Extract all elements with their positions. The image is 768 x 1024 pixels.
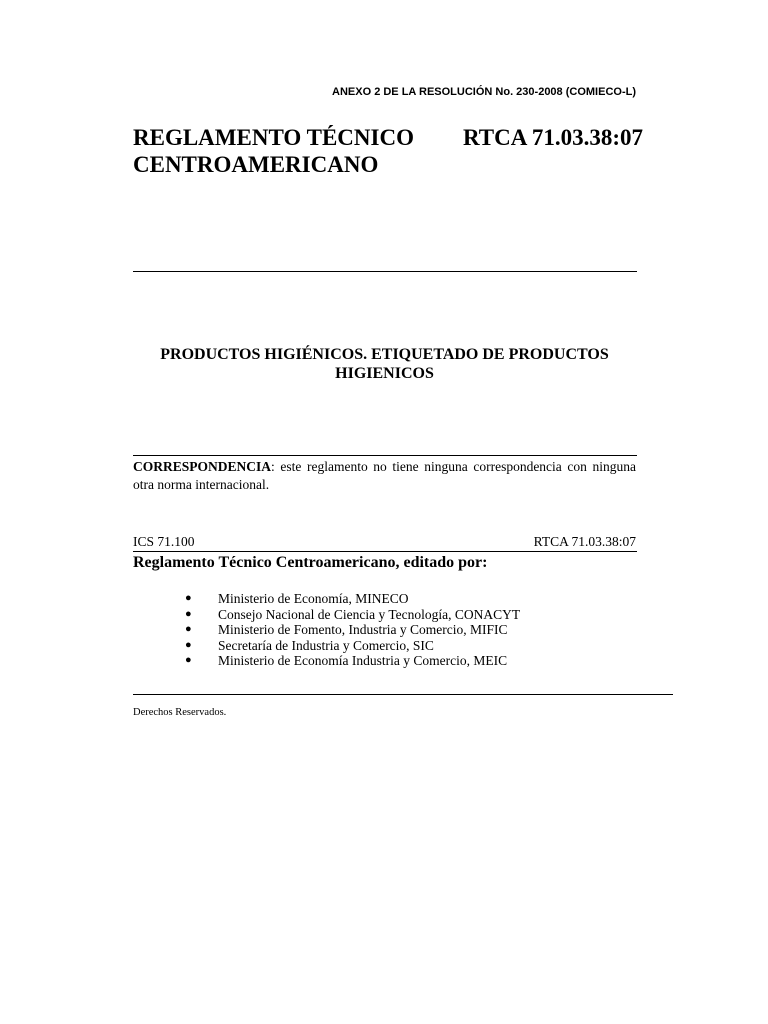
bullet-icon: ● bbox=[185, 638, 192, 651]
document-title-line-2: CENTROAMERICANO bbox=[133, 152, 379, 177]
organization-name: Ministerio de Fomento, Industria y Comercio, MIFIC bbox=[218, 622, 508, 637]
list-item bbox=[176, 653, 520, 669]
organization-list bbox=[176, 591, 520, 669]
organization-name: Consejo Nacional de Ciencia y Tecnología, CONACYT bbox=[218, 606, 521, 622]
bullet-icon: ● bbox=[185, 607, 192, 620]
rights-notice: Derechos Reservados. bbox=[133, 707, 227, 718]
classification-rule bbox=[133, 551, 637, 552]
correspondence-text: : este reglamento no tiene ninguna correspondencia con ninguna otra norma internacional. bbox=[133, 459, 636, 492]
organization-name: Ministerio de Economía Industria y Comercio, MEIC bbox=[218, 653, 508, 668]
list-item bbox=[176, 622, 520, 638]
organization-name: Ministerio de Economía, MINECO bbox=[218, 591, 409, 606]
list-item bbox=[176, 638, 520, 654]
footer-rule bbox=[133, 694, 673, 695]
list-item bbox=[176, 591, 520, 607]
ics-code: ICS 71.100 bbox=[133, 534, 195, 549]
correspondence-label: CORRESPONDENCIA bbox=[133, 459, 272, 474]
document-subject-line-2: HIGIENICOS bbox=[335, 365, 434, 382]
organization-name: Secretaría de Industria y Comercio, SIC bbox=[218, 637, 434, 653]
document-title-line-1: REGLAMENTO TÉCNICO bbox=[133, 125, 414, 150]
correspondence-note bbox=[133, 458, 636, 494]
bullet-icon: ● bbox=[185, 623, 192, 635]
document-title bbox=[133, 124, 414, 178]
bullet-icon: ● bbox=[185, 592, 192, 604]
document-subject-line-1: PRODUCTOS HIGIÉNICOS. ETIQUETADO DE PRODUCTOS bbox=[160, 346, 609, 363]
rtca-code: RTCA 71.03.38:07 bbox=[533, 534, 636, 549]
title-divider bbox=[133, 271, 637, 272]
document-subject bbox=[133, 345, 636, 383]
bullet-icon: ● bbox=[185, 654, 192, 666]
edited-by-heading: Reglamento Técnico Centroamericano, editado por: bbox=[133, 554, 488, 571]
annex-reference: ANEXO 2 DE LA RESOLUCIÓN No. 230-2008 (COMIECO-L) bbox=[332, 86, 636, 98]
list-item bbox=[176, 607, 520, 623]
document-code: RTCA 71.03.38:07 bbox=[463, 125, 644, 150]
correspondence-top-rule bbox=[133, 455, 637, 456]
